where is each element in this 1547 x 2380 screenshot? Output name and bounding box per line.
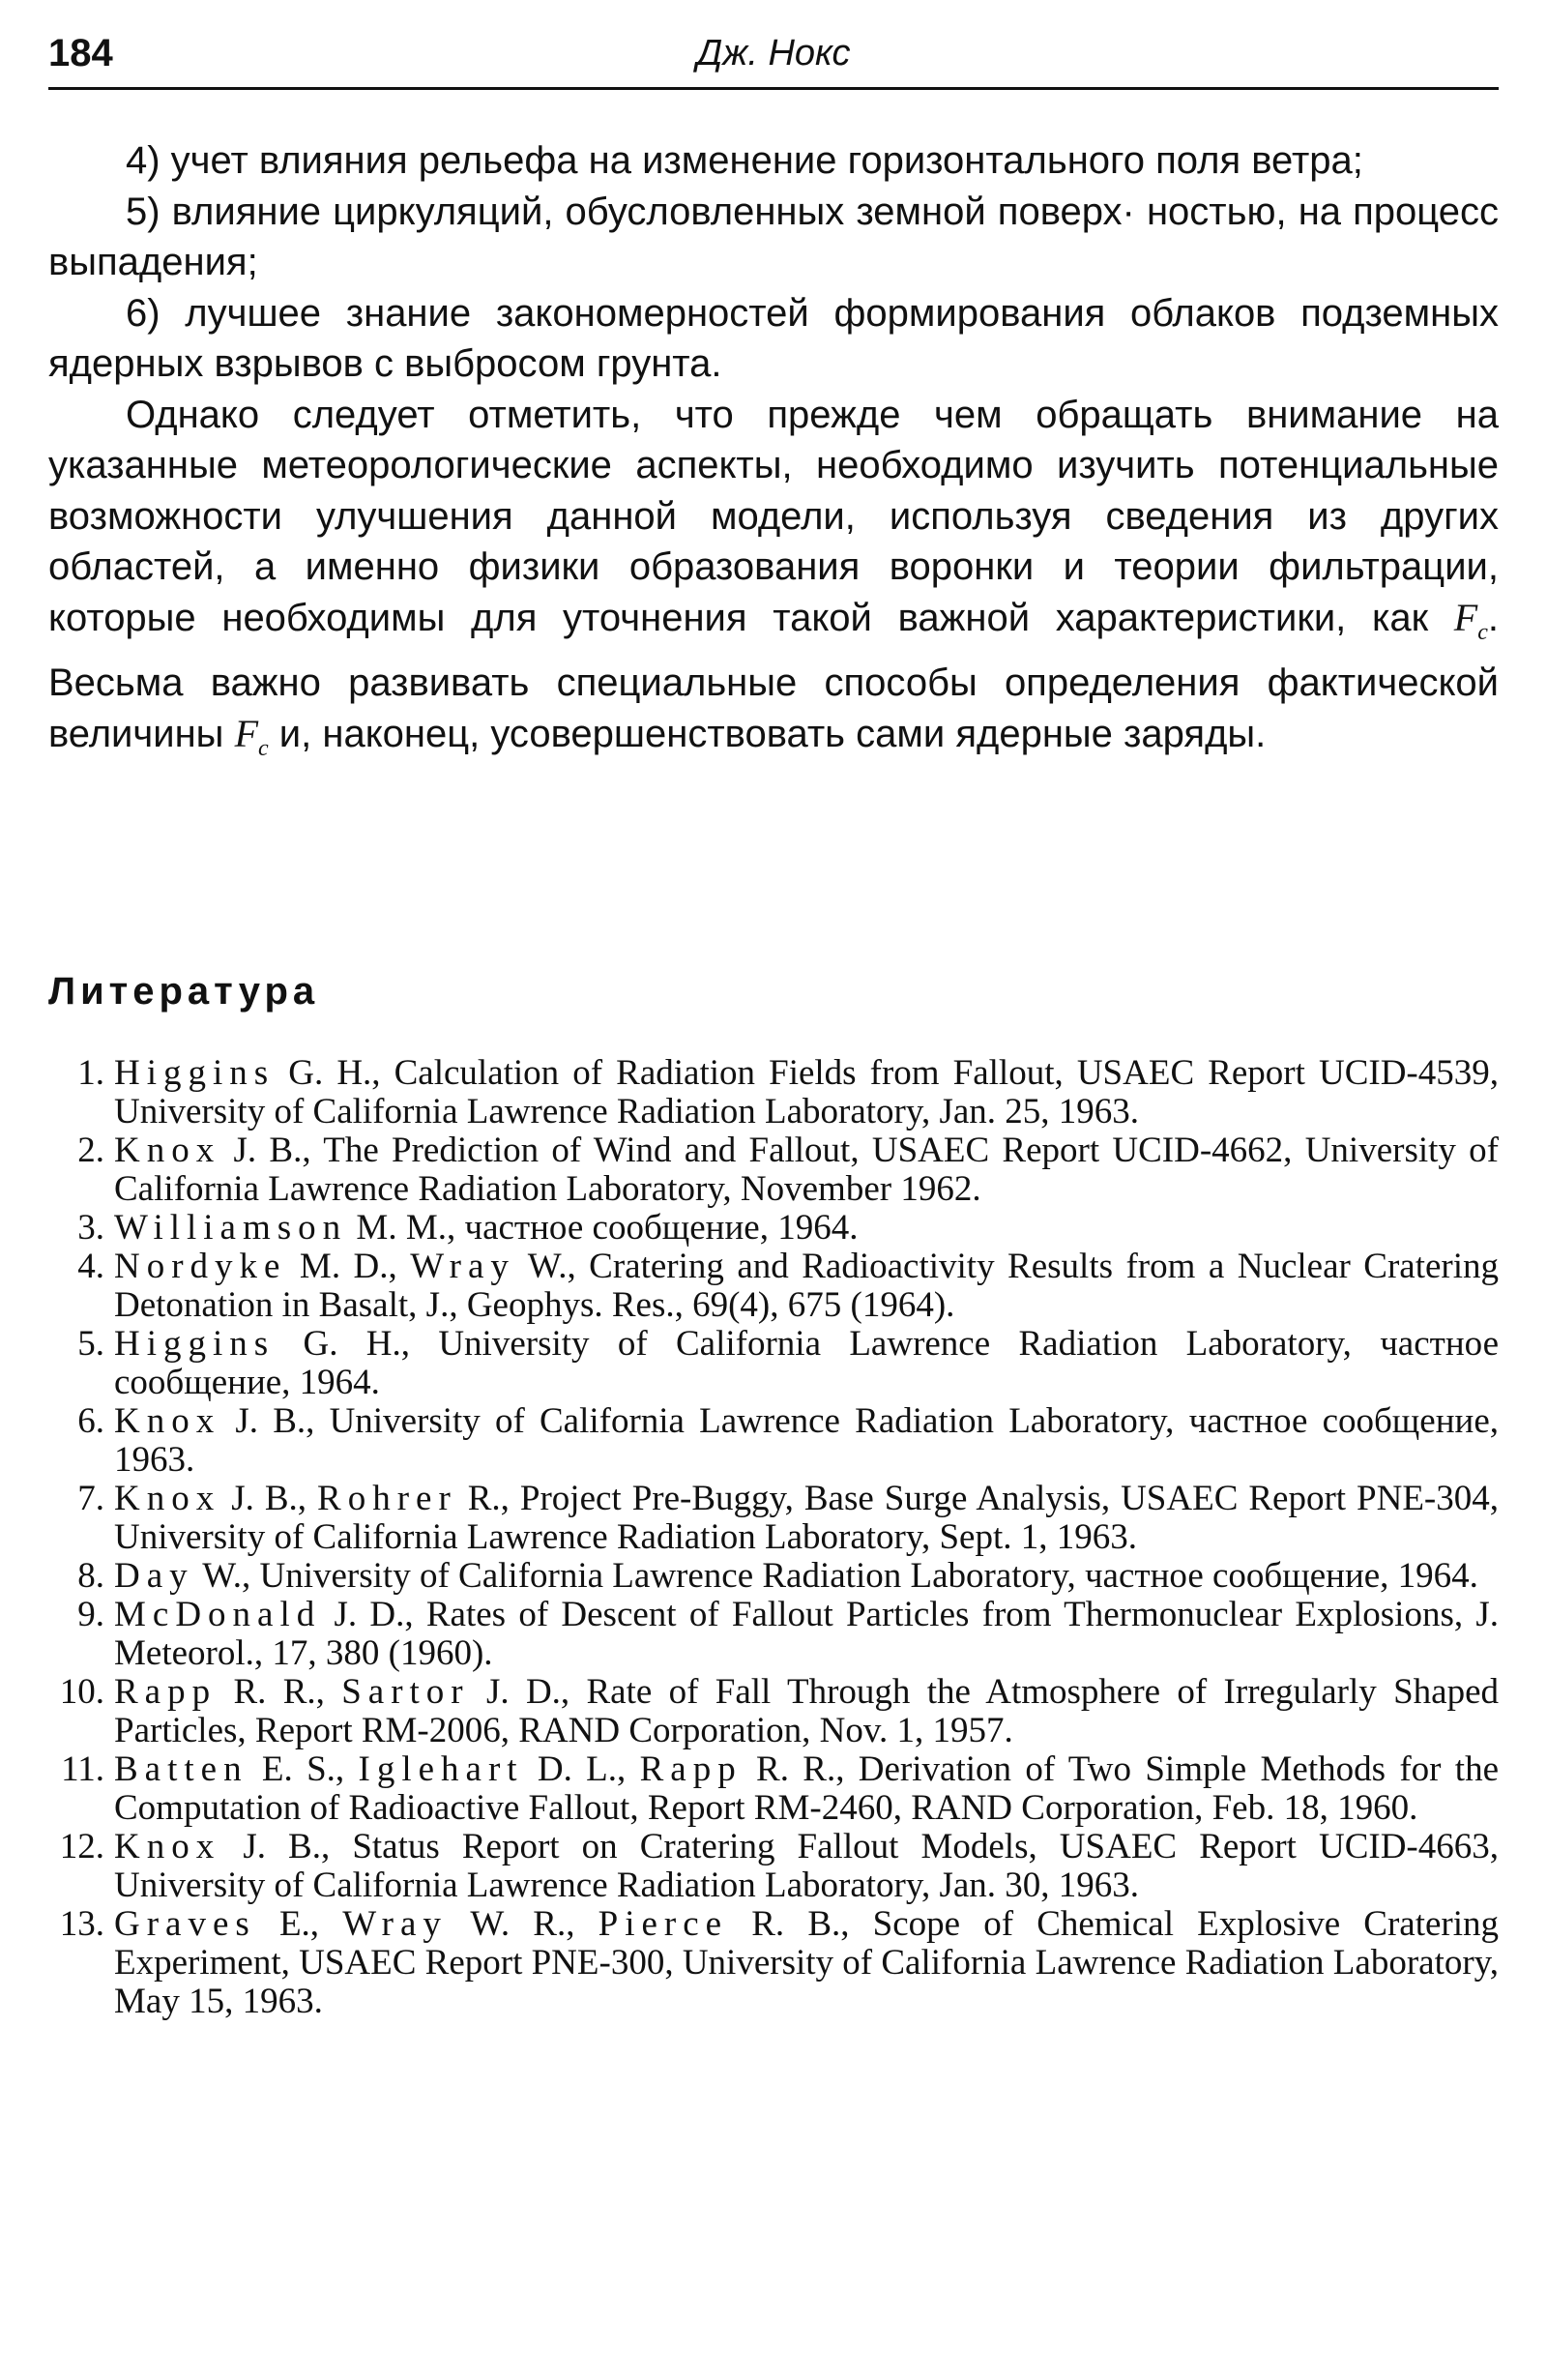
reference-author: Rohrer (317, 1479, 457, 1518)
reference-number: 2. (77, 1131, 104, 1170)
reference-author: Batten (114, 1749, 248, 1789)
reference-author: Sartor (341, 1672, 470, 1712)
paragraph-item-4: 4) учет влияния рельефа на изменение горизонтального поля ветра; (126, 139, 1363, 182)
reference-author: Higgins (114, 1324, 276, 1364)
reference-author: Nordyke (114, 1247, 287, 1286)
symbol-fc: $F_c$ (1453, 595, 1488, 645)
page-number: 184 (48, 32, 113, 74)
paragraph-conclusion (48, 390, 1499, 775)
reference-text: W., University of California Lawrence Radiation Laboratory, частное сообщение, 1964. (193, 1556, 1478, 1596)
reference-text: R. R., (217, 1672, 342, 1712)
paragraph-item-5: 5) влияние циркуляций, обусловленных земной поверх· ностью, на процесс выпадения; (48, 190, 1499, 283)
reference-item (48, 1596, 1499, 1673)
reference-item (48, 1248, 1499, 1325)
reference-text: E. S., (248, 1749, 359, 1789)
reference-author: Pierce (598, 1904, 729, 1944)
reference-author: Rapp (639, 1749, 743, 1789)
reference-author: Wray (410, 1247, 515, 1286)
reference-author: Higgins (114, 1053, 276, 1093)
reference-number: 4. (77, 1247, 104, 1286)
reference-author: Knox (114, 1401, 221, 1441)
literature-heading: Литература (48, 970, 320, 1013)
reference-item (48, 1673, 1499, 1750)
reference-number: 12. (59, 1827, 104, 1866)
reference-author: Knox (114, 1131, 221, 1170)
reference-author: Knox (114, 1479, 221, 1518)
reference-text: R. B., Scope of Chemical Explosive Cratering Experiment, USAEC Report PNE-300, University of California Lawrence Radiation Laboratory, May 15, 1963. (114, 1904, 1500, 2021)
reference-author: Knox (114, 1827, 221, 1866)
reference-text: J. B., The Prediction of Wind and Fallout, USAEC Report UCID-4662, University of California Lawrence Radiation Laboratory, November 1962. (114, 1131, 1499, 1209)
reference-text: M. M., частное сообщение, 1964. (347, 1208, 859, 1248)
reference-author: Williamson (114, 1208, 348, 1248)
reference-number: 9. (77, 1595, 104, 1634)
body-text (48, 135, 1499, 774)
reference-text: J. B., University of California Lawrence Radiation Laboratory, частное сообщение, 1963. (114, 1401, 1499, 1480)
reference-text: J. B., (220, 1479, 318, 1518)
reference-text: R., Project Pre-Buggy, Base Surge Analysis, USAEC Report PNE-304, University of California Lawrence Radiation Laboratory, Sept. 1, 1963. (114, 1479, 1500, 1557)
reference-author: Iglehart (358, 1749, 524, 1789)
reference-item (48, 1325, 1499, 1402)
reference-text: J. D., Rates of Descent of Fallout Particles from Thermonuclear Explosions, J. Meteorol., 17, 380 (1960). (114, 1595, 1499, 1673)
reference-number: 1. (77, 1053, 104, 1093)
conclusion-text-c: и, наконец, усовершенствовать сами ядерные заряды. (278, 712, 1267, 755)
reference-text: D. L., (523, 1749, 640, 1789)
symbol-fc: $F_c$ (234, 711, 269, 761)
reference-item (48, 1131, 1499, 1209)
conclusion-text-a: Однако следует отметить, что прежде чем обращать внимание на указанные метеорологические аспекты, необходимо изучить потенциальные возможности улучшения данной модели, используя сведения из других областей, а именно физики образования воронки и теории фильтрации, которые необходимы для уточнения такой важной характеристики, как (48, 393, 1499, 639)
reference-author: Day (114, 1556, 194, 1596)
reference-author: McDonald (114, 1595, 322, 1634)
reference-item (48, 1402, 1499, 1480)
paragraph-item-6: 6) лучшее знание закономерностей формирования облаков подземных ядерных взрывов с выбросом грунта. (48, 291, 1499, 385)
reference-author: Rapp (114, 1672, 218, 1712)
reference-text: J. B., Status Report on Cratering Fallout Models, USAEC Report UCID-4663, University of California Lawrence Radiation Laboratory, Jan. 30, 1963. (114, 1827, 1499, 1905)
running-head: Дж. Нокс (696, 33, 851, 73)
reference-text: M. D., (286, 1247, 411, 1286)
reference-number: 13. (59, 1904, 104, 1944)
reference-text: W., Cratering and Radioactivity Results from a Nuclear Cratering Detonation in Basalt, J., Geophys. Res., 69(4), 675 (1964). (114, 1247, 1499, 1325)
reference-item (48, 1557, 1499, 1596)
reference-item (48, 1480, 1499, 1557)
reference-number: 8. (77, 1556, 104, 1596)
reference-item (48, 1828, 1499, 1905)
reference-item (48, 1054, 1499, 1131)
reference-number: 11. (61, 1749, 104, 1789)
reference-item (48, 1750, 1499, 1828)
reference-list (48, 1054, 1499, 2021)
reference-text: E., (255, 1904, 343, 1944)
reference-text: W. R., (447, 1904, 598, 1944)
reference-number: 6. (77, 1401, 104, 1441)
reference-number: 10. (59, 1672, 104, 1712)
conclusion-text-b: . Весьма важно развивать специальные способы определения фактической величины (48, 596, 1499, 755)
reference-number: 7. (77, 1479, 104, 1518)
reference-text: R. R., Derivation of Two Simple Methods for the Computation of Radioactive Fallout, Report RM-2460, RAND Corporation, Feb. 18, 1960. (114, 1749, 1499, 1828)
reference-text: G. H., Calculation of Radiation Fields from Fallout, USAEC Report UCID-4539, University of California Lawrence Radiation Laboratory, Jan. 25, 1963. (114, 1053, 1499, 1131)
reference-number: 5. (77, 1324, 104, 1364)
reference-author: Graves (114, 1904, 256, 1944)
reference-item (48, 1209, 1499, 1248)
reference-item (48, 1905, 1499, 2021)
reference-text: J. D., Rate of Fall Through the Atmosphere of Irregularly Shaped Particles, Report RM-2006, RAND Corporation, Nov. 1, 1957. (114, 1672, 1499, 1750)
reference-text: G. H., University of California Lawrence Radiation Laboratory, частное сообщение, 1964. (114, 1324, 1499, 1402)
reference-number: 3. (77, 1208, 104, 1248)
reference-author: Wray (342, 1904, 448, 1944)
page-header (48, 29, 1499, 90)
